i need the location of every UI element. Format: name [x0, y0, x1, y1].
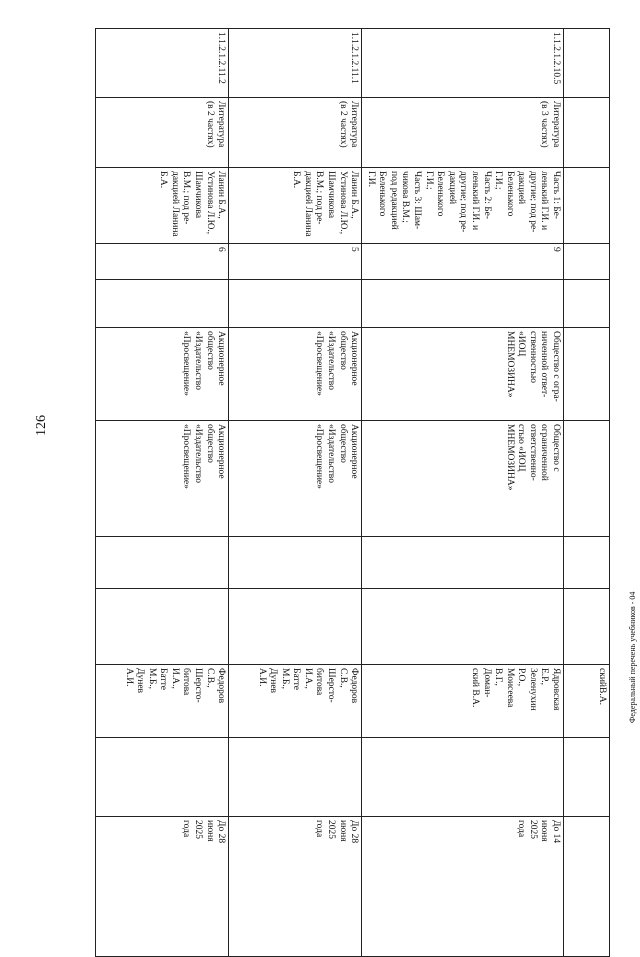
page-number: 126: [34, 415, 49, 436]
subject-cell: Литература (в 2 частях): [96, 98, 229, 168]
table-row: [96, 29, 229, 957]
date-cell: До 14 июня 2025 года: [362, 817, 564, 957]
table-row-partial: [564, 29, 610, 957]
grade-cell: 6: [96, 244, 229, 280]
table-row: [229, 29, 362, 957]
authors-cell: Ланин Б.А., Устинова Л.Ю., Шамчикова В.М.; под ре- дакцией Ланина Б.А.: [229, 168, 362, 244]
publisher-cell: Акционерное общество «Издательство «Просвещение»: [96, 328, 229, 421]
rotated-table-wrapper: [120, 28, 610, 856]
publisher-cell: Общество с огра- ниченной ответ- ственностью «ИОЦ МНЕМОЗИНА»: [362, 328, 564, 421]
publisher2-cell: Общество с ограниченной ответственно- стью «ИОЦ МНЕМОЗИНА»: [362, 421, 564, 537]
grade-cell: 9: [362, 244, 564, 280]
subject-cell: Литература (в 3 частях): [362, 98, 564, 168]
editors-lower-cell: Ядровская Е.Р., Зеленухин Р.О., Моисеева В.Г., Доман- ский В.А.: [362, 665, 564, 738]
authors-cell: Часть 1: Бе- ленький Г.И. и другие; под ре- дакцией Беленького Г.И.; Часть 2: Бе- ленький Г.И. и другие; под ре- дакцией Беленького Г.И.; Часть 3: Шам- чикова В.М.; под редакцией Беленького Г.И.: [362, 168, 564, 244]
grade-cell: 5: [229, 244, 362, 280]
publisher-cell: Акционерное общество «Издательство «Просвещение»: [229, 328, 362, 421]
date-cell: До 28 июня 2025 года: [229, 817, 362, 957]
authors-cell: Ланин Б.А., Устинова Л.Ю., Шамчикова В.М.; под ре- дакцией Ланина Б.А.: [96, 168, 229, 244]
footer-text: Федеральный перечень учебников - 04: [628, 591, 637, 723]
publisher2-cell: Акционерное общество «Издательство «Просвещение»: [96, 421, 229, 537]
textbook-table: [95, 28, 610, 957]
subject-cell: Литература (в 2 частях): [229, 98, 362, 168]
editors-cell: скийВ.А.: [564, 665, 610, 738]
code-cell: 1.1.2.1.2.11.1: [229, 29, 362, 98]
editors-cell: Федоров С.В., Шерсто- битова И.А., Батте М.Б., Дунев А.И.: [96, 665, 229, 738]
publisher2-cell: Акционерное общество «Издательство «Просвещение»: [229, 421, 362, 537]
table-row: [362, 29, 564, 957]
code-cell: 1.1.2.1.2.10.5: [362, 29, 564, 98]
editors-cell: Федоров С.В., Шерсто- битова И.А., Батте М.Б., Дунев А.И.: [229, 665, 362, 738]
date-cell: До 28 июня 2025 года: [96, 817, 229, 957]
code-cell: 1.1.2.1.2.11.2: [96, 29, 229, 98]
